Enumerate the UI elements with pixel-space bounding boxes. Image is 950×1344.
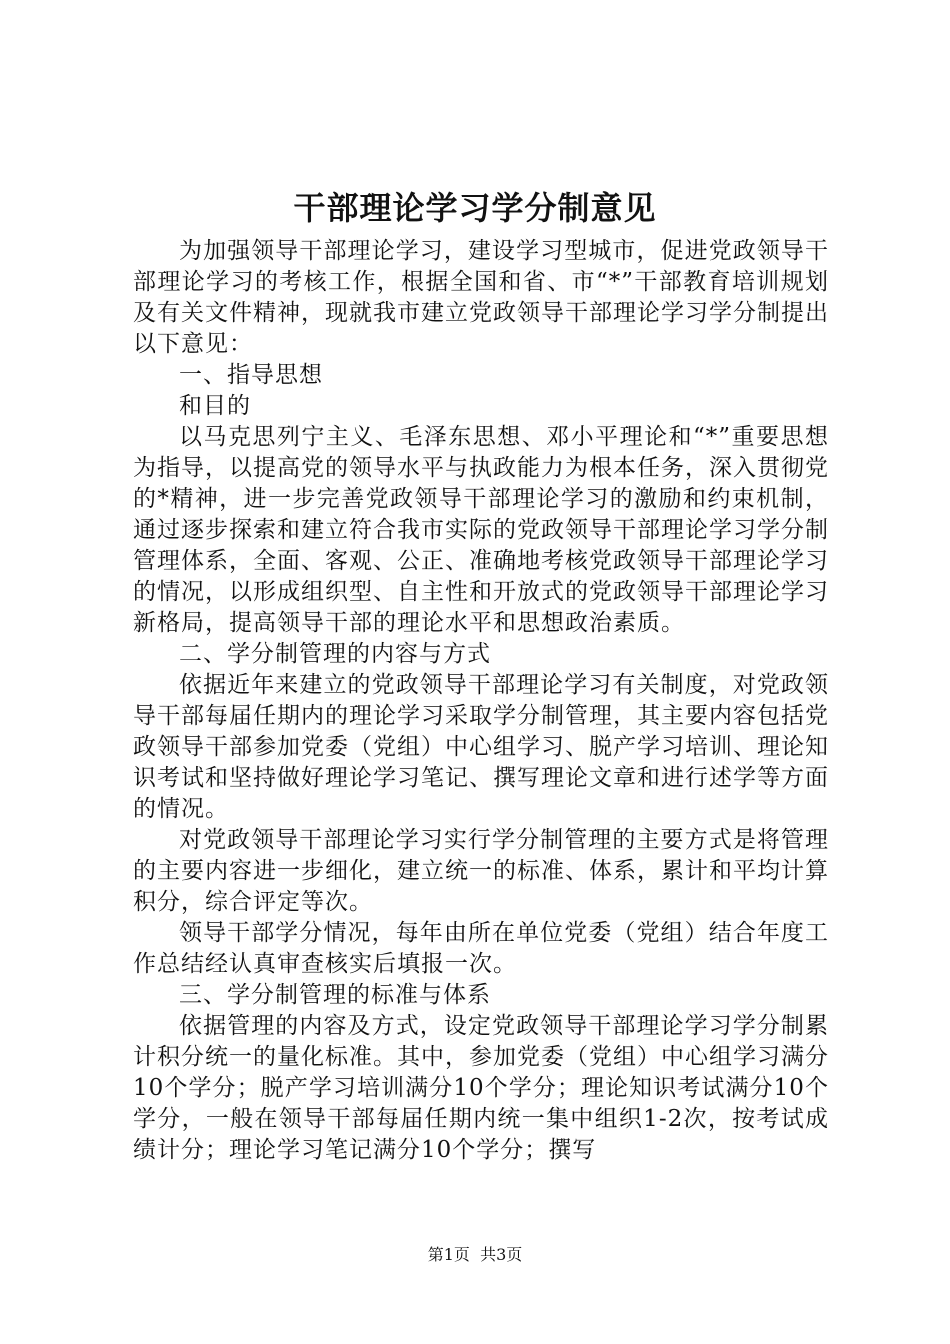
paragraph-content: 依据近年来建立的党政领导干部理论学习有关制度，对党政领导干部每届任期内的理论学习采取学分制管理，其主要内容包括党政领导干部参加党委（党组）中心组学习、脱产学习培训、理论知识考试和坚持做好理论学习笔记、撰写理论文章和进行述学等方面的情况。 bbox=[133, 672, 829, 822]
paragraph-standards: 依据管理的内容及方式，设定党政领导干部理论学习学分制累计积分统一的量化标准。其中，参加党委（党组）中心组学习满分10个学分；脱产学习培训满分10个学分；理论知识考试满分10个学分，一般在领导干部每届任期内统一集中组织1-2次，按考试成绩计分；理论学习笔记满分10个学分；撰写 bbox=[133, 1013, 829, 1163]
document-title: 干部理论学习学分制意见 bbox=[293, 189, 657, 227]
section-heading-3: 三、学分制管理的标准与体系 bbox=[179, 982, 491, 1008]
document-body bbox=[133, 236, 829, 1166]
section-heading-1: 一、指导思想 bbox=[179, 362, 323, 388]
page-total: 共3页 bbox=[480, 1245, 523, 1264]
page-footer bbox=[0, 1244, 950, 1266]
page-number: 第1页 bbox=[427, 1245, 470, 1264]
paragraph-intro: 为加强领导干部理论学习，建设学习型城市，促进党政领导干部理论学习的考核工作，根据全国和省、市“*”干部教育培训规划及有关文件精神，现就我市建立党政领导干部理论学习学分制提出以下意见： bbox=[133, 238, 829, 357]
paragraph-guiding-thought: 以马克思列宁主义、毛泽东思想、邓小平理论和“*”重要思想为指导，以提高党的领导水平与执政能力为根本任务，深入贯彻党的*精神，进一步完善党政领导干部理论学习的激励和约束机制，通过逐步探索和建立符合我市实际的党政领导干部理论学习学分制管理体系，全面、客观、公正、准确地考核党政领导干部理论学习的情况，以形成组织型、自主性和开放式的党政领导干部理论学习新格局，提高领导干部的理论水平和思想政治素质。 bbox=[133, 424, 829, 636]
section-heading-2: 二、学分制管理的内容与方式 bbox=[179, 641, 491, 667]
paragraph-method: 对党政领导干部理论学习实行学分制管理的主要方式是将管理的主要内容进一步细化，建立统一的标准、体系，累计和平均计算积分，综合评定等次。 bbox=[133, 827, 829, 915]
paragraph-reporting: 领导干部学分情况，每年由所在单位党委（党组）结合年度工作总结经认真审查核实后填报一次。 bbox=[133, 920, 829, 977]
section-heading-1-continued: 和目的 bbox=[179, 393, 251, 419]
